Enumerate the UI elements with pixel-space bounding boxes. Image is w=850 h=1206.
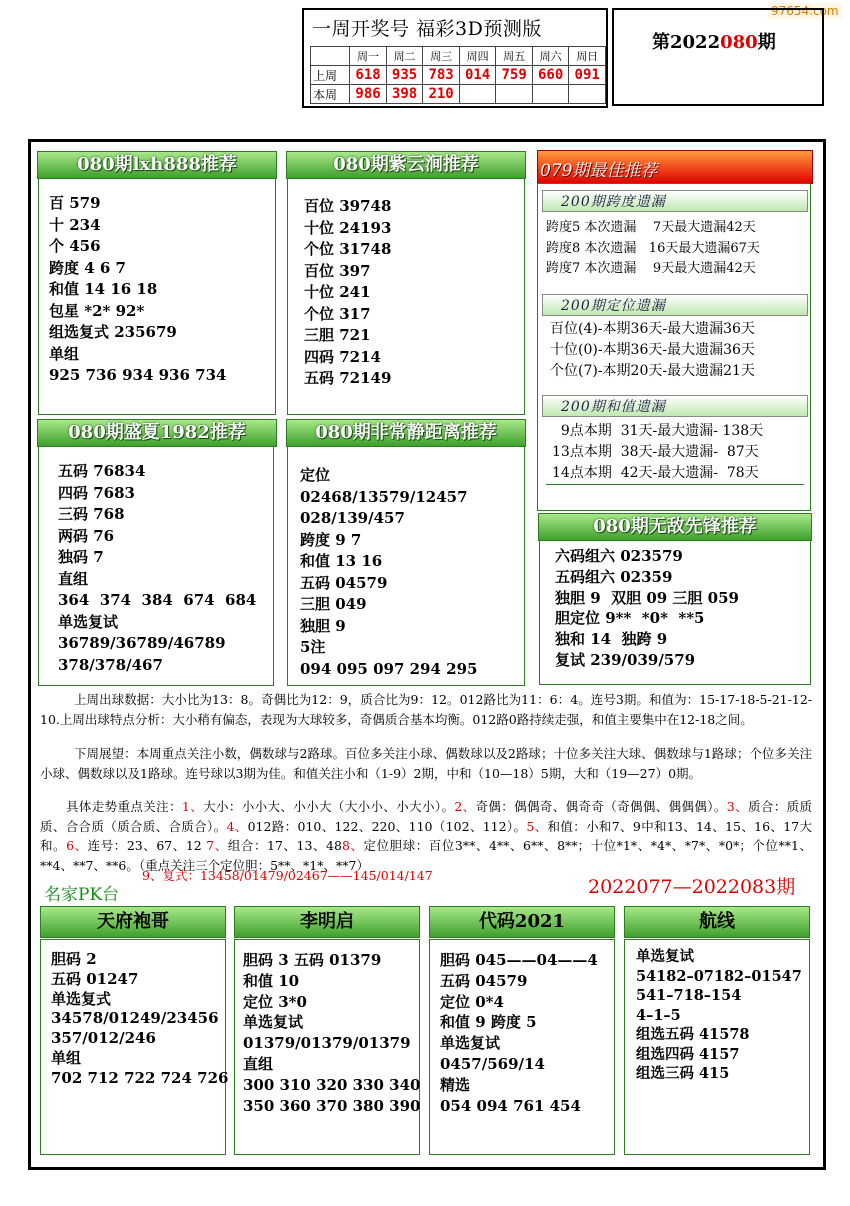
text-line: 组选四码 4157: [636, 1045, 740, 1063]
text-line: 包星 *2* 92*: [49, 301, 145, 320]
text-line: 三胆 721: [304, 326, 371, 344]
sum-omission-header: 200期和值遗漏: [542, 395, 808, 417]
text-line: 541–718–154: [636, 987, 742, 1004]
focus-text: 连号：23、67、12: [87, 838, 207, 853]
text-line: 36789/36789/46789: [58, 634, 226, 652]
site-logo: 97654.com: [768, 3, 842, 19]
text-line: 胆码 3 五码 01379: [243, 951, 382, 969]
text-line: 跨度5 本次遗漏 7天最大遗漏42天: [546, 220, 756, 235]
text-line: 单组: [49, 344, 80, 363]
text-line: 357/012/246: [51, 1029, 156, 1048]
recommend-lines: [555, 546, 739, 671]
pk-header-daima2021: 代码2021: [429, 906, 615, 938]
draw-number: 759: [496, 66, 533, 85]
text-line: 跨度 4 6 7: [49, 258, 126, 277]
text-line: 34578/01249/23456: [51, 1009, 219, 1028]
text-line: 复试 239/039/579: [555, 650, 696, 669]
pk-lines: [636, 947, 802, 1084]
text-line: 单选复试: [440, 1034, 501, 1053]
focus-number: 6、: [66, 838, 88, 853]
position-omission-lines: [550, 319, 755, 382]
box-feichangjing: [287, 446, 525, 686]
focus-text: 质合：质质质、合合质（质合质、合质合）。: [40, 799, 812, 834]
text-line: 9点本期 31天-最大遗漏- 138天: [552, 423, 764, 439]
text-line: 4–1–5: [636, 1006, 681, 1024]
text-line: 054 094 761 454: [440, 1096, 581, 1115]
text-line: 02468/13579/12457: [300, 487, 468, 506]
text-line: 和值 13 16: [300, 552, 383, 570]
text-line: 5注: [300, 638, 326, 656]
position-omission-header: 200期定位遗漏: [542, 294, 808, 316]
text-line: 单选复试: [636, 948, 694, 965]
text-line: 五码 76834: [58, 462, 146, 480]
text-line: 个位 31748: [304, 240, 392, 258]
day-header: 周一: [350, 47, 387, 66]
text-line: 精选: [440, 1075, 471, 1094]
text-line: 单选复试: [58, 612, 119, 631]
text-line: 54182–07182–01547: [636, 967, 802, 985]
text-line: 十 234: [49, 215, 101, 234]
text-line: 胆码 045——04——4: [440, 951, 598, 969]
period-range: 2022077—2022083期: [588, 876, 796, 898]
text-line: 三胆 049: [300, 595, 367, 613]
text-line: 跨度8 本次遗漏 16天最大遗漏67天: [546, 240, 760, 256]
pk-lines: [440, 950, 598, 1116]
text-line: 胆码 2: [51, 950, 97, 968]
recommend-lines: [304, 196, 391, 390]
row-label: 上周: [311, 66, 350, 85]
text-line: 直组: [58, 569, 89, 588]
text-line: 13点本期 38天-最大遗漏- 87天: [552, 444, 759, 460]
box-shengxia1982: [38, 446, 274, 686]
recommend-lines: [58, 461, 256, 676]
text-line: 两码 76: [58, 526, 115, 545]
day-header: 周二: [386, 47, 423, 66]
box-header-ziyunjian: 080期紫云涧推荐: [286, 151, 526, 179]
text-line: 028/139/457: [300, 509, 405, 527]
draw-number: 618: [350, 66, 387, 85]
text-line: 六码组六 023579: [555, 547, 683, 565]
draw-number: [569, 85, 606, 104]
text-line: 胆定位 9** *0* **5: [555, 609, 705, 628]
draw-number: 398: [386, 85, 423, 104]
day-header: 周三: [423, 47, 460, 66]
focus-text: 定位胆球：百位3**、4**、6**、8**；十位*1*、*4*、*7*、*0*；个位**1、**4、**7、**6。（重点关注三个定位胆：5**、*1*、**7）: [40, 838, 812, 873]
draw-number: 091: [569, 66, 606, 85]
draw-number: [496, 85, 533, 104]
draw-number: 014: [459, 66, 496, 85]
box-header-wudi: 080期无敌先锋推荐: [538, 513, 812, 541]
text-line: 四码 7683: [58, 483, 135, 502]
text-line: 百位(4)-本期36天-最大遗漏36天: [550, 321, 755, 337]
text-line: 组选三码 415: [636, 1065, 730, 1082]
text-line: 五码 72149: [304, 369, 392, 387]
draw-number: 210: [423, 85, 460, 104]
focus-number: 2、: [454, 799, 476, 814]
focus-text: 大小：小小大、小小大（大小小、小大小）。: [203, 799, 455, 814]
pk-label: 名家PK台: [44, 885, 120, 905]
focus-text: 奇偶：偶偶奇、偶奇奇（奇偶偶、偶偶偶）。: [475, 799, 727, 814]
focus-text: 和值：小和7、9中和13、14、15、16、17大和。: [40, 818, 813, 853]
text-line: 百位 397: [304, 261, 371, 280]
focus-number: 7、: [206, 838, 228, 853]
pk-lines: [51, 950, 228, 1089]
pk-box-limingqi: [234, 939, 420, 1155]
text-line: 094 095 097 294 295: [300, 659, 478, 678]
issue-panel: [612, 8, 824, 106]
text-line: 01379/01379/01379: [243, 1034, 411, 1053]
table-row: [311, 85, 606, 104]
text-line: 跨度 9 7: [300, 530, 362, 549]
day-header: 周四: [459, 47, 496, 66]
text-line: 定位: [300, 466, 331, 484]
focus-text: 组合：17、13、48: [227, 838, 342, 853]
draw-number: [532, 85, 569, 104]
text-line: 364 374 384 674 684: [58, 591, 257, 609]
box-wudi: [539, 540, 811, 685]
text-line: 百位 39748: [304, 197, 392, 215]
text-line: 五码 04579: [300, 573, 388, 592]
span-omission-lines: [546, 218, 760, 280]
text-line: 十位 241: [304, 283, 371, 301]
text-line: 五码 04579: [440, 971, 528, 990]
text-line: 十位(0)-本期36天-最大遗漏36天: [550, 342, 755, 358]
recommend-lines: [300, 465, 477, 680]
draw-number: 935: [386, 66, 423, 85]
recommend-lines: [49, 193, 226, 387]
issue-number: 第2022080期: [652, 32, 776, 53]
text-line: 和值 9 跨度 5: [440, 1013, 537, 1032]
text-line: 单组: [51, 1048, 82, 1067]
draw-number: 783: [423, 66, 460, 85]
analysis-focus: 具体走势重点关注：1、大小：小小大、小小大（大小小、小大小）。2、奇偶：偶偶奇、偶奇奇（奇偶偶、偶偶偶）。3、质合：质质质、合合质（质合质、合质合）。4、012路：010、122、220、110（102、112）。5、和值：小和7、9中和13、14、15、16、17大和。6、连号：23、67、12 7、组合：17、13、488、定位胆球：百位3**、4**、6**、8**；十位*1*、*4*、*7*、*0*；个位**1、**4、**7、**6。（重点关注三个定位胆：5**、*1*、**7）: [40, 799, 813, 873]
best-recommend-header: 079期最佳推荐: [537, 150, 813, 184]
text-line: 四码 7214: [304, 347, 381, 366]
text-line: 单选复式: [51, 989, 112, 1008]
day-header: 周五: [496, 47, 533, 66]
text-line: 378/378/467: [58, 655, 163, 674]
text-line: 定位 3*0: [243, 992, 307, 1011]
text-line: 个位 317: [304, 304, 371, 323]
text-line: 独胆 9 双胆 09 三胆 059: [555, 588, 739, 607]
text-line: 350 360 370 380 390: [243, 1096, 421, 1115]
weekly-draw-panel: [302, 8, 608, 108]
focus-number: 1、: [181, 799, 204, 814]
text-line: 独码 7: [58, 548, 104, 566]
text-line: 300 310 320 330 340: [243, 1075, 421, 1094]
text-line: 十位 24193: [304, 218, 392, 237]
text-line: 组选复式 235679: [49, 323, 177, 341]
panel-title: 一周开奖号 福彩3D预测版: [312, 18, 542, 40]
text-line: 14点本期 42天-最大遗漏- 78天: [552, 465, 759, 481]
text-line: 个位(7)-本期20天-最大遗漏21天: [550, 363, 755, 379]
text-line: 独和 14 独跨 9: [555, 630, 668, 649]
focus-text: 012路：010、122、220、110（102、112）。: [247, 818, 527, 834]
omission-panel: [537, 183, 811, 511]
text-line: 组选五码 41578: [636, 1026, 750, 1043]
text-line: 五码 01247: [51, 969, 139, 988]
row-label: 本周: [311, 85, 350, 104]
text-line: 0457/569/14: [440, 1054, 545, 1073]
pk-box-hangxian: [624, 939, 810, 1155]
focus-number: 5、: [526, 818, 548, 834]
day-header: 周六: [532, 47, 569, 66]
focus-number: 3、: [726, 799, 748, 814]
weekly-draw-table: [310, 46, 606, 104]
text-line: 百 579: [49, 194, 101, 212]
box-header-feichangjing: 080期非常静距离推荐: [286, 419, 526, 447]
sum-omission-lines: [552, 421, 763, 484]
text-line: 定位 0*4: [440, 992, 504, 1011]
span-omission-header: 200期跨度遗漏: [542, 190, 808, 212]
table-row: [311, 66, 606, 85]
focus-number: 4、: [226, 818, 248, 834]
text-line: 单选复试: [243, 1013, 304, 1032]
text-line: 702 712 722 724 726: [51, 1068, 229, 1087]
text-line: 直组: [243, 1054, 274, 1073]
box-ziyunjian: [287, 178, 525, 415]
draw-number: 986: [350, 85, 387, 104]
box-header-lxh888: 080期lxh888推荐: [37, 151, 277, 179]
table-row: [311, 47, 606, 66]
text-line: 925 736 934 936 734: [49, 366, 227, 384]
divider: [546, 484, 804, 485]
draw-number: 660: [532, 66, 569, 85]
text-line: 个 456: [49, 237, 101, 255]
text-line: 和值 14 16 18: [49, 280, 158, 298]
box-lxh888: [38, 178, 276, 415]
box-header-shengxia1982: 080期盛夏1982推荐: [37, 419, 277, 447]
pk-box-tianfu: [40, 939, 229, 1155]
pk-lines: [243, 950, 420, 1116]
day-header: 周日: [569, 47, 606, 66]
pk-box-daima2021: [429, 939, 615, 1155]
analysis-compound: 9、复式：13458/01479/02467——145/014/147: [142, 868, 433, 883]
text-line: 和值 10: [243, 971, 300, 990]
focus-number: 8、: [341, 838, 364, 853]
draw-number: [459, 85, 496, 104]
text-line: 独胆 9: [300, 616, 346, 635]
text-line: 三码 768: [58, 505, 125, 523]
analysis-last-week: 上周出球数据：大小比为13：8。奇偶比为12：9，质合比为9：12。012路比为11：6：4。连号3期。和值为：15-17-18-5-21-12-10.上周出球特点分析：大小稍有偏态，表现为大球较多，奇偶质合基本均衡。012路0路持续走强，和值主要集中在12-18之间。: [40, 692, 812, 727]
text-line: 五码组六 02359: [555, 567, 673, 586]
pk-header-limingqi: 李明启: [234, 906, 420, 938]
pk-header-tianfu: 天府袍哥: [40, 906, 226, 938]
analysis-next-week: 下周展望：本周重点关注小数，偶数球与2路球。百位多关注小球、偶数球以及2路球；十位多关注大球、偶数球与1路球；个位多关注小球、偶数球以及1路球。连号球以3期为佳。和值关注小和（1-9）2期，中和（10—18）5期，大和（19—27）0期。: [40, 746, 812, 781]
pk-header-hangxian: 航线: [624, 906, 810, 938]
text-line: 跨度7 本次遗漏 9天最大遗漏42天: [546, 261, 756, 276]
